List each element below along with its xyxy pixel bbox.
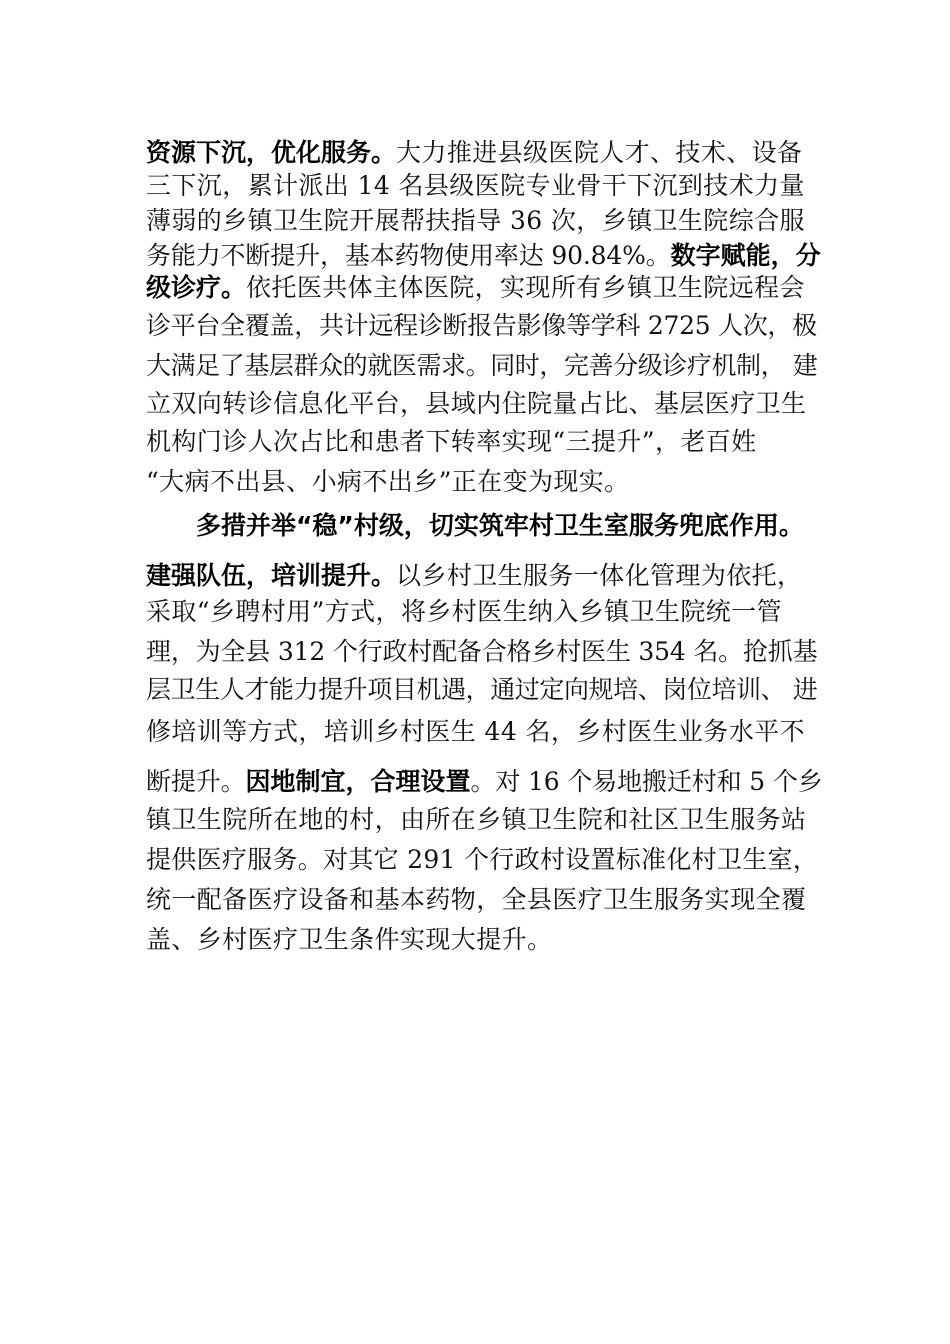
body-text: 断提升。 [146,767,246,796]
body-text: 层卫生人才能力提升项目机遇，通过定向规培、岗位培训、 进 [146,675,818,704]
body-text: “大病不出县、小病不出乡”正在变为现实。 [146,467,630,496]
body-text: 依托医共体主体医院，实现所有乡镇卫生院远程会 [246,273,805,302]
body-text: 大力推进县级医院人才、技术、设备 [396,138,803,167]
text-line [146,171,805,201]
body-text: 盖、乡村医疗卫生条件实现大提升。 [146,925,553,954]
bold-heading-text: 多措并举“稳”村级，切实筑牢村卫生室服务兜底作用。 [196,511,804,540]
bold-heading-text: 数字赋能，分 [670,241,821,270]
text-line [146,206,805,236]
body-text: 理，为全县 312 个行政村配备合格乡村医生 354 名。抢抓基 [146,637,818,666]
text-line [146,637,817,667]
text-line [146,805,806,835]
text-line [146,427,757,457]
body-text: 。对 16 个易地搬迁村和 5 个乡 [470,767,823,796]
text-line [146,561,802,591]
body-text: 立双向转诊信息化平台，县域内住院量占比、基层医疗卫生 [146,389,807,418]
text-line [196,511,804,541]
text-line [146,138,802,168]
body-text: 统一配备医疗设备和基本药物，全县医疗卫生服务实现全覆 [146,885,807,914]
body-text: 三下沉，累计派出 14 名县级医院专业骨干下沉到技术力量 [146,171,805,200]
body-text: 机构门诊人次占比和患者下转率实现“三提升”，老百姓 [146,427,757,456]
body-text: 诊平台全覆盖，共计远程诊断报告影像等学科 2725 人次，极 [146,311,817,340]
body-text: 提供医疗服务。对其它 291 个行政村设置标准化村卫生室， [146,845,819,874]
body-text: 修培训等方式，培训乡村医生 44 名，乡村医生业务水平不 [146,717,805,746]
text-line [146,885,806,915]
text-line [146,767,823,797]
text-line [146,845,818,875]
bold-heading-text: 资源下沉，优化服务。 [146,138,397,167]
text-line [146,241,821,271]
text-line [146,389,806,419]
text-line [146,717,805,747]
body-text: 以乡村卫生服务一体化管理为依托， [396,561,803,590]
bold-heading-text: 级诊疗。 [146,273,247,302]
text-line [146,311,817,341]
body-text: 镇卫生院所在地的村，由所在乡镇卫生院和社区卫生服务站 [146,805,807,834]
text-line [146,675,817,705]
bold-heading-text: 建强队伍，培训提升。 [146,561,397,590]
text-line [146,273,805,303]
body-text: 大满足了基层群众的就医需求。同时，完善分级诊疗机制， 建 [146,351,818,380]
text-line [146,351,817,381]
body-text: 务能力不断提升，基本药物使用率达 90.84%。 [146,241,671,270]
text-line [146,467,630,497]
text-line [146,597,782,627]
body-text: 采取“乡聘村用”方式，将乡村医生纳入乡镇卫生院统一管 [146,597,782,626]
bold-heading-text: 因地制宜，合理设置 [245,767,471,796]
text-line [146,925,552,955]
body-text: 薄弱的乡镇卫生院开展帮扶指导 36 次，乡镇卫生院综合服 [146,206,805,235]
